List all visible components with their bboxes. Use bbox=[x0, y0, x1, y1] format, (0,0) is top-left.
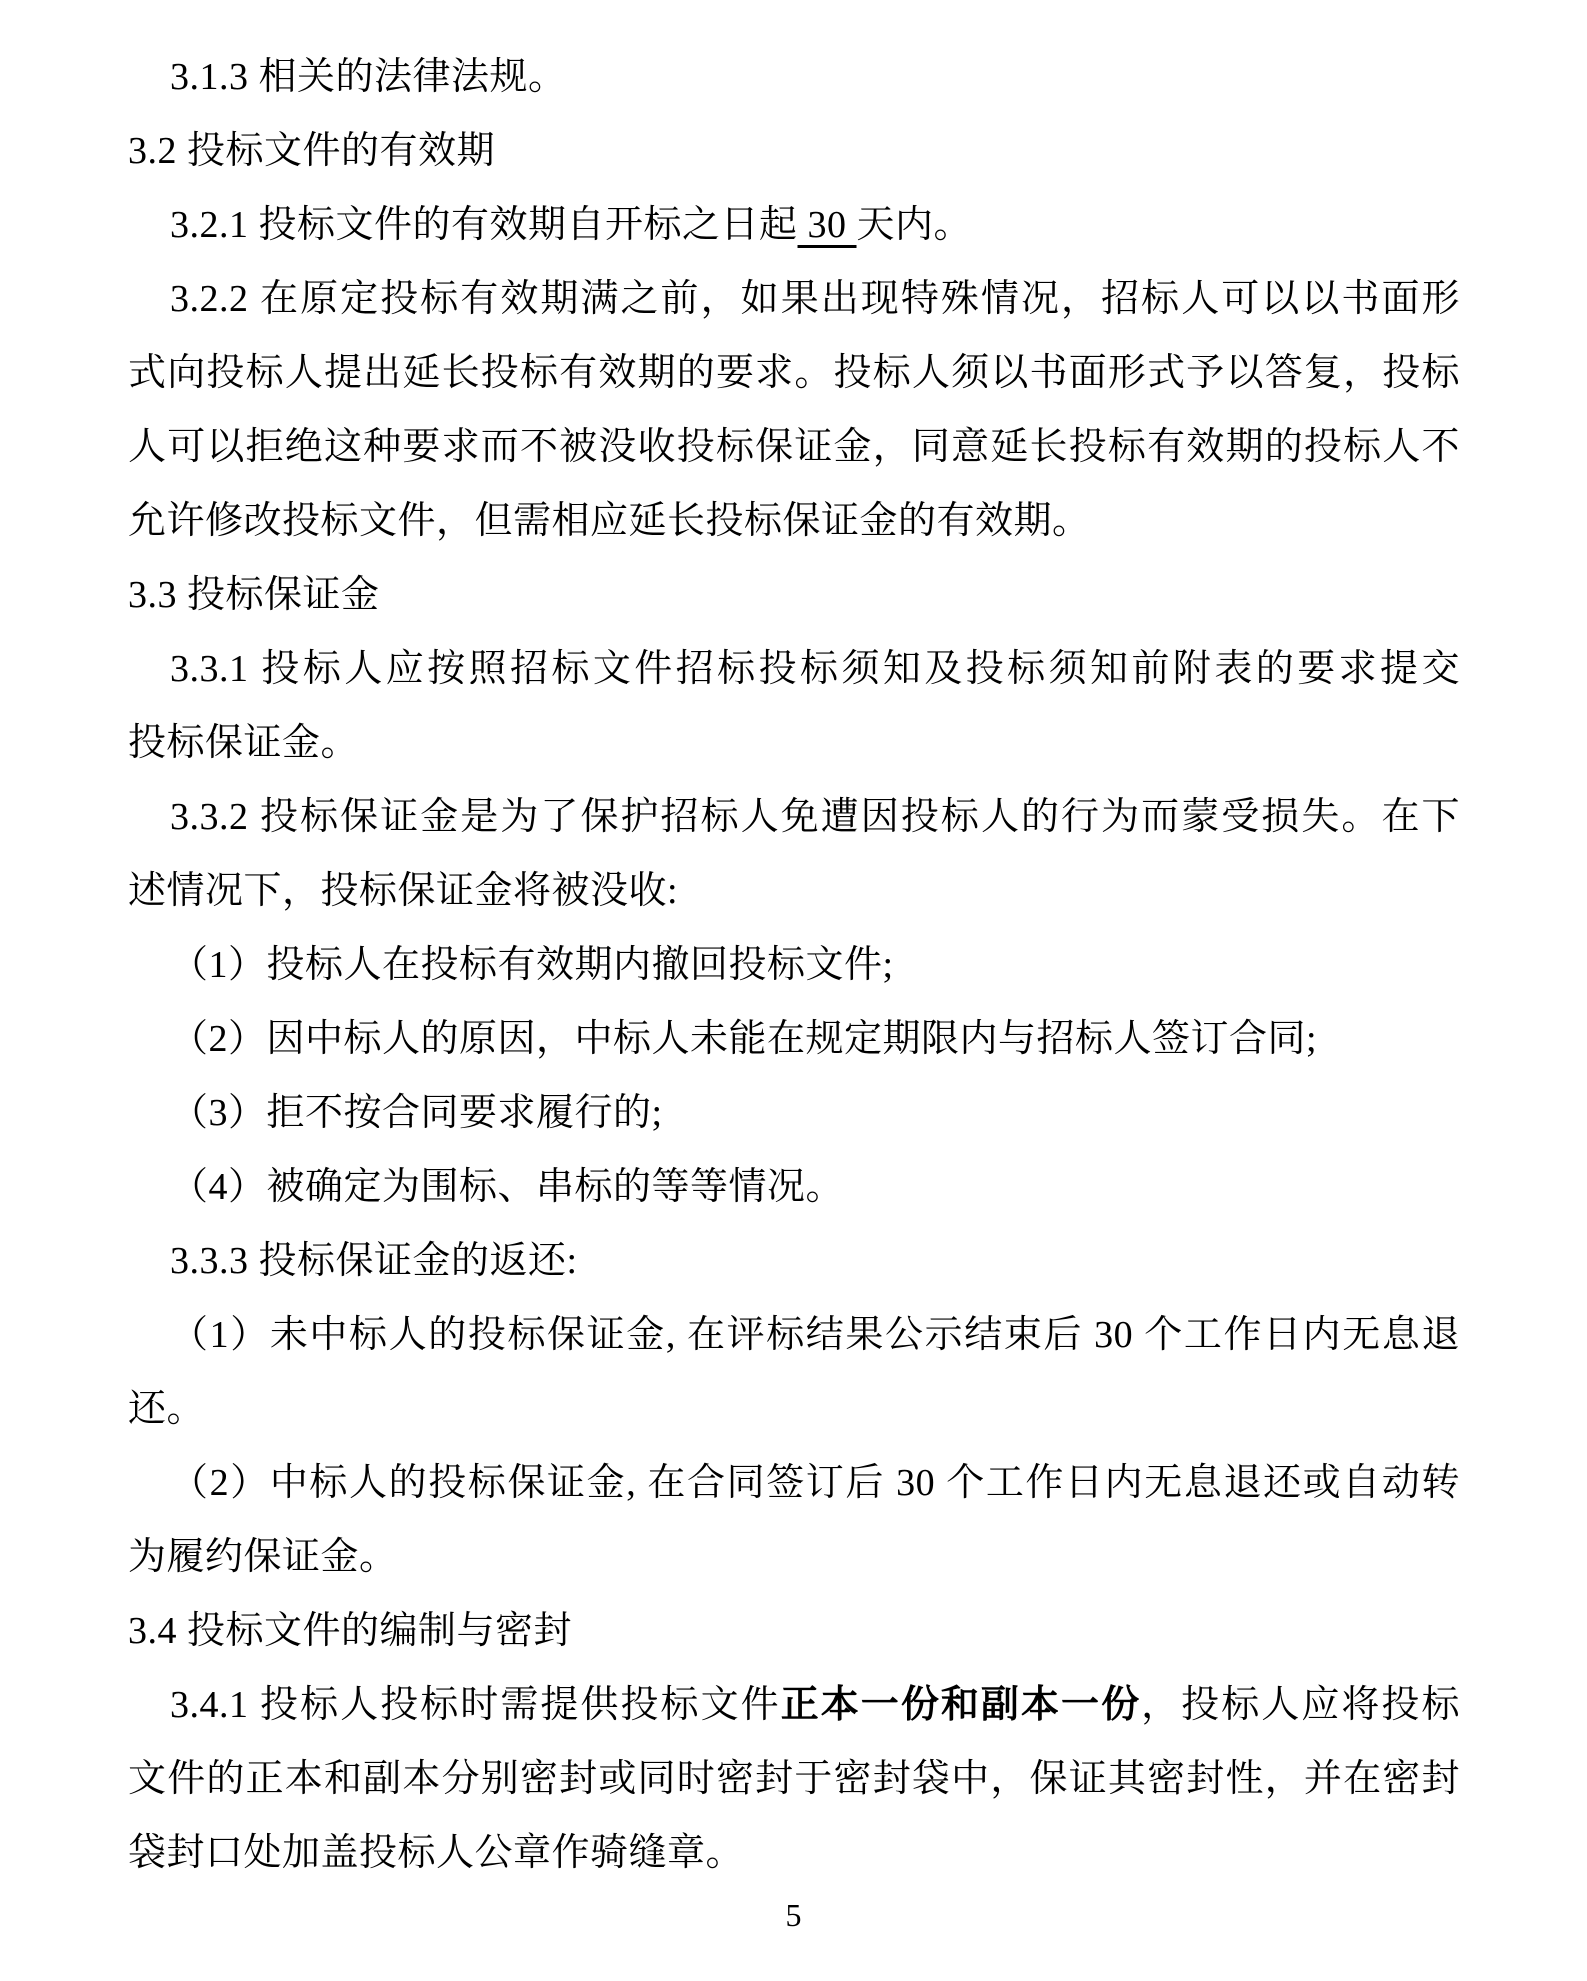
text-line bbox=[128, 1150, 1460, 1224]
text-run: 3.1.3 相关的法律法规。 bbox=[170, 56, 567, 98]
text-line bbox=[128, 1298, 1460, 1372]
text-line bbox=[128, 854, 1460, 928]
text-run: 式向投标人提出延长投标有效期的要求。投标人须以书面形式予以答复，投标 bbox=[128, 352, 1460, 394]
text-run: ，投标人应将投标 bbox=[1141, 1684, 1460, 1726]
text-run: 3.2.1 投标文件的有效期自开标之日起 bbox=[170, 204, 798, 246]
text-line bbox=[128, 632, 1460, 706]
text-line bbox=[128, 484, 1460, 558]
text-run: 3.3.3 投标保证金的返还: bbox=[170, 1240, 578, 1282]
text-run: 人可以拒绝这种要求而不被没收投标保证金，同意延长投标有效期的投标人不 bbox=[128, 426, 1460, 468]
text-run: （4）被确定为围标、串标的等等情况。 bbox=[170, 1166, 845, 1208]
text-run: （1）未中标人的投标保证金, 在评标结果公示结束后 30 个工作日内无息退 bbox=[170, 1314, 1460, 1356]
text-run: 天内。 bbox=[856, 204, 973, 246]
text-line bbox=[128, 1224, 1460, 1298]
text-line bbox=[128, 188, 1460, 262]
text-run: 3.2 投标文件的有效期 bbox=[128, 130, 496, 172]
text-line bbox=[128, 336, 1460, 410]
text-run: （3）拒不按合同要求履行的; bbox=[170, 1092, 663, 1134]
text-line bbox=[128, 1520, 1460, 1594]
text-line bbox=[128, 1594, 1460, 1668]
text-line bbox=[128, 1668, 1460, 1742]
text-line bbox=[128, 40, 1460, 114]
text-run: 3.3.1 投标人应按照招标文件招标投标须知及投标须知前附表的要求提交 bbox=[170, 648, 1460, 690]
text-run: 允许修改投标文件，但需相应延长投标保证金的有效期。 bbox=[128, 500, 1091, 542]
text-run: 3.3.2 投标保证金是为了保护招标人免遭因投标人的行为而蒙受损失。在下 bbox=[170, 796, 1460, 838]
text-run: 3.2.2 在原定投标有效期满之前，如果出现特殊情况，招标人可以以书面形 bbox=[170, 278, 1460, 320]
text-run: 为履约保证金。 bbox=[128, 1536, 398, 1578]
text-line bbox=[128, 1446, 1460, 1520]
text-line bbox=[128, 1076, 1460, 1150]
underlined-value: 30 bbox=[797, 204, 857, 246]
text-run: 文件的正本和副本分别密封或同时密封于密封袋中，保证其密封性，并在密封 bbox=[128, 1758, 1460, 1800]
text-run: 袋封口处加盖投标人公章作骑缝章。 bbox=[128, 1832, 745, 1874]
document-body bbox=[128, 40, 1460, 1890]
text-run: （2）因中标人的原因，中标人未能在规定期限内与招标人签订合同; bbox=[170, 1018, 1318, 1060]
text-line bbox=[128, 1742, 1460, 1816]
text-run: 述情况下，投标保证金将被没收: bbox=[128, 870, 679, 912]
text-run: 3.4 投标文件的编制与密封 bbox=[128, 1610, 573, 1652]
text-run: 投标保证金。 bbox=[128, 722, 360, 764]
page-number: 5 bbox=[785, 1897, 802, 1933]
text-line bbox=[128, 558, 1460, 632]
text-run: 3.4.1 投标人投标时需提供投标文件 bbox=[170, 1684, 781, 1726]
text-line bbox=[128, 1372, 1460, 1446]
text-line bbox=[128, 928, 1460, 1002]
text-line bbox=[128, 780, 1460, 854]
bold-text-run: 正本一份和副本一份 bbox=[780, 1684, 1142, 1726]
text-line bbox=[128, 410, 1460, 484]
text-run: 3.3 投标保证金 bbox=[128, 574, 380, 616]
text-run: 还。 bbox=[128, 1388, 206, 1430]
text-line bbox=[128, 1816, 1460, 1890]
text-line bbox=[128, 262, 1460, 336]
text-line bbox=[128, 114, 1460, 188]
text-line bbox=[128, 1002, 1460, 1076]
text-run: （1）投标人在投标有效期内撤回投标文件; bbox=[170, 944, 894, 986]
text-line bbox=[128, 706, 1460, 780]
text-run: （2）中标人的投标保证金, 在合同签订后 30 个工作日内无息退还或自动转 bbox=[170, 1462, 1460, 1504]
